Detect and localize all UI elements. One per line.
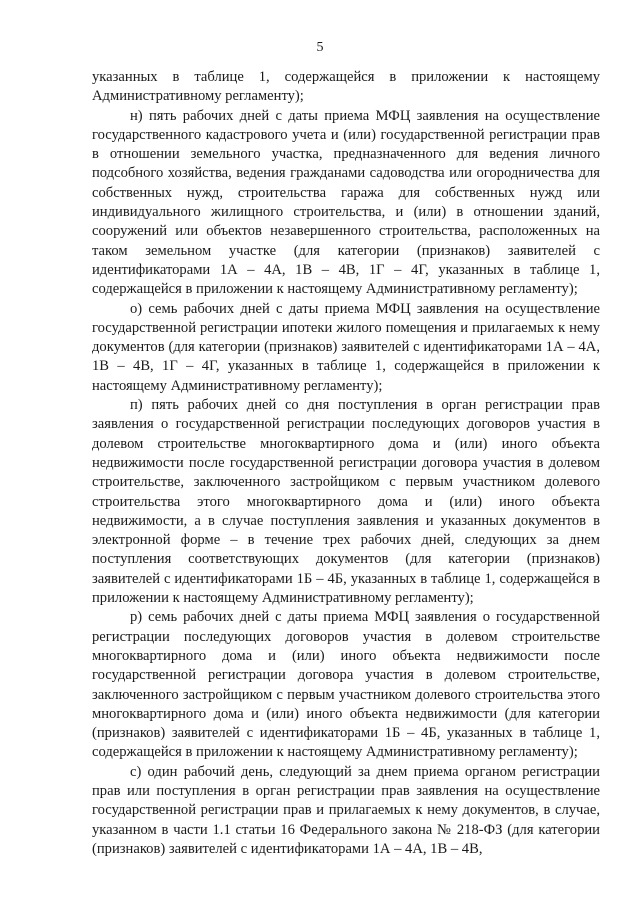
paragraph-p: п) пять рабочих дней со дня поступления в орган регистрации прав заявления о государственной регистрации последующих договоров участия в долевом строительстве многоквартирного дома и (или) иного объекта недвижимости после государственной регистрации договора участия в долевом строительстве, заключенного застройщиком с первым участником долевого строительства этого многоквартирного дома и (или) иного объекта недвижимости, а в случае поступления заявления и указанных документов в электронной форме – в течение трех рабочих дней, следующих за днем поступления соответствующих документов (для категории (признаков) заявителей с идентификаторами 1Б – 4Б, указанных в таблице 1, содержащейся в приложении к настоящему Административному регламенту);	[92, 397, 600, 607]
paragraph-n: н) пять рабочих дней с даты приема МФЦ заявления на осуществление государственного кадастрового учета и (или) государственной регистрации прав в отношении земельного участка, предназначенного для ведения личного подсобного хозяйства, ведения гражданами садоводства или огородничества для собственных нужд, строительства гаража для собственных нужд или индивидуального жилищного строительства, и (или) в отношении зданий, сооружений или объектов незавершенного строительства, расположенных на таком земельном участке (для категории (признаков) заявителей с идентификаторами 1А – 4А, 1В – 4В, 1Г – 4Г, указанных в таблице 1, содержащейся в приложении к настоящему Административному регламенту);	[92, 107, 600, 298]
paragraph-o: о) семь рабочих дней с даты приема МФЦ заявления на осуществление государственной регистрации ипотеки жилого помещения и прилагаемых к нему документов (для категории (признаков) заявителей с идентификаторами 1А – 4А, 1В – 4В, 1Г – 4Г, указанных в таблице 1, содержащейся в приложении к настоящему Административному регламенту);	[92, 300, 600, 394]
document-body	[92, 68, 600, 859]
paragraph-s: с) один рабочий день, следующий за днем приема органом регистрации прав или поступления в орган регистрации прав заявления на осуществление государственной регистрации прав и прилагаемых к нему документов, в случае, указанном в части 1.1 статьи 16 Федерального закона № 218-ФЗ (для категории (признаков) заявителей с идентификаторами 1А – 4А, 1В – 4В,	[92, 763, 600, 857]
paragraph-r: р) семь рабочих дней с даты приема МФЦ заявления о государственной регистрации последующих договоров участия в долевом строительстве многоквартирного дома и (или) иного объекта недвижимости после государственной регистрации договора участия в долевом строительстве, заключенного застройщиком с первым участником долевого строительства этого многоквартирного дома и (или) иного объекта недвижимости (для категории (признаков) заявителей с идентификаторами 1Б – 4Б, указанных в таблице 1, содержащейся в приложении к настоящему Административному регламенту);	[92, 609, 600, 761]
paragraph-continuation: указанных в таблице 1, содержащейся в приложении к настоящему Административному регламенту);	[92, 69, 600, 105]
page-number: 5	[316, 40, 324, 55]
